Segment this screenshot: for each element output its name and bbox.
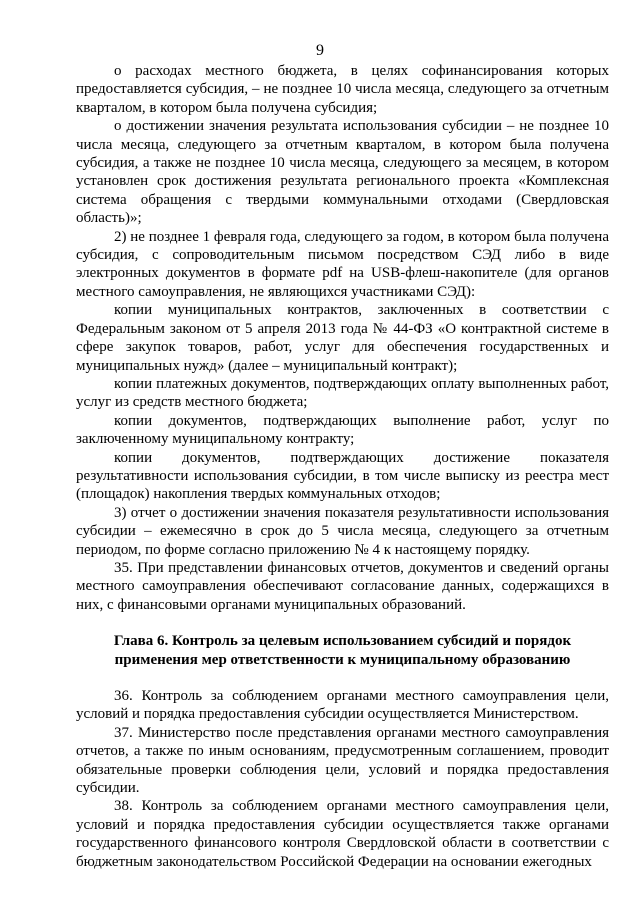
page-number: 9 bbox=[316, 42, 324, 59]
paragraph-35: 35. При представлении финансовых отчетов, документов и сведений органы местного самоуправления обеспечивают согласование данных, содержащихся в них, с финансовыми органами муниципальных образований. bbox=[76, 559, 609, 613]
paragraph-item-2: 2) не позднее 1 февраля года, следующего за годом, в котором была получена субсидия, с сопроводительным письмом посредством СЭД либо в виде электронных документов в формате pdf на USB-флеш-накопителе (для органов местного самоуправления, не являющихся участниками СЭД): bbox=[76, 228, 609, 300]
document-body bbox=[76, 62, 609, 871]
paragraph-indicator-copies: копии документов, подтверждающих достижение показателя результативности использования субсидии, в том числе выписку из реестра мест (площадок) накопления твердых коммунальных отходов; bbox=[76, 449, 609, 503]
paragraph-38: 38. Контроль за соблюдением органами местного самоуправления цели, условий и порядка предоставления субсидии осуществляется также органами государственного финансового контроля Свердловской области в соответствии с бюджетным законодательством Российской Федерации на основании ежегодных bbox=[76, 798, 609, 870]
paragraph-37: 37. Министерство после представления органами местного самоуправления отчетов, а также по иным основаниям, предусмотренным соглашением, проводит обязательные проверки соблюдения цели, условий и порядка предоставления субсидии. bbox=[76, 724, 609, 797]
paragraph-result-report: о достижении значения результата использования субсидии – не позднее 10 числа месяца, следующего за отчетным кварталом, в котором была получена субсидия, а также не позднее 10 числа месяца, следующего за месяцем, в котором установлен срок достижения результата регионального проекта «Комплексная система обращения с твердыми коммунальными отходами (Свердловская область)»; bbox=[76, 118, 609, 227]
paragraph-contract-copies: копии муниципальных контрактов, заключенных в соответствии с Федеральным законом от 5 апреля 2013 года № 44-ФЗ «О контрактной системе в сфере закупок товаров, работ, услуг для обеспечения государственных и муниципальных нужд» (далее – муниципальный контракт); bbox=[76, 302, 609, 374]
paragraph-work-copies: копии документов, подтверждающих выполнение работ, услуг по заключенному муниципальному контракту; bbox=[76, 412, 609, 448]
paragraph-36: 36. Контроль за соблюдением органами местного самоуправления цели, условий и порядка предоставления субсидии осуществляется Министерством. bbox=[76, 688, 609, 723]
paragraph-item-3: 3) отчет о достижении значения показателя результативности использования субсидии – ежемесячно в срок до 5 числа месяца, следующего за отчетным периодом, по форме согласно приложению № 4 к настоящему порядку. bbox=[76, 504, 609, 558]
paragraph-expenses-report: о расходах местного бюджета, в целях софинансирования которых предоставляется субсидия, – не позднее 10 числа месяца, следующего за отчетным кварталом, в котором была получена субсидия; bbox=[76, 63, 609, 116]
paragraph-payment-copies: копии платежных документов, подтверждающих оплату выполненных работ, услуг из средств местного бюджета; bbox=[76, 375, 609, 411]
chapter-heading: Глава 6. Контроль за целевым использованием субсидий и порядок применения мер ответственности к муниципальному образованию bbox=[113, 633, 572, 668]
